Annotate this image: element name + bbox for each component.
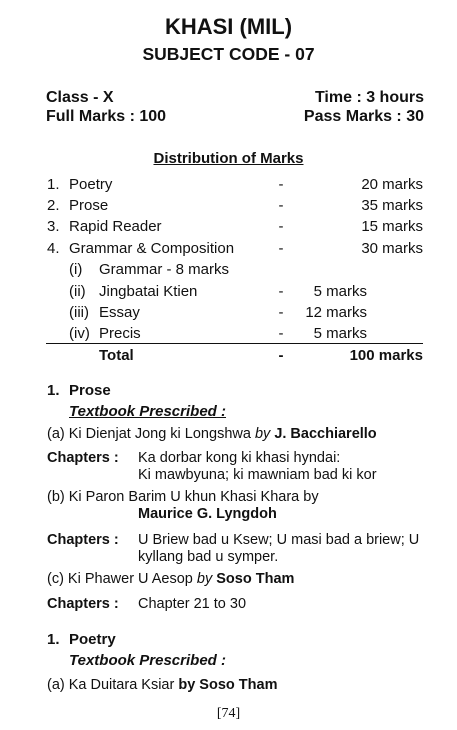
book-line (47, 677, 277, 693)
distribution-heading: Distribution of Marks (153, 150, 304, 167)
section-heading: Prose (69, 382, 111, 399)
book-author: J. Bacchiarello (274, 426, 377, 442)
by-word: by (254, 426, 271, 442)
subitem-dash: - (278, 325, 284, 342)
section-number: 1. (47, 631, 60, 648)
item-marks: 35 marks (361, 197, 423, 214)
chapters-text-line: Ki mawbyuna; ki mawniam bad ki kor (138, 467, 377, 483)
pass-marks-label: Pass Marks : 30 (303, 108, 424, 125)
subitem-number: (iii) (69, 304, 89, 321)
book-author: by Soso Tham (178, 677, 278, 693)
book-author: Maurice G. Lyngdoh (138, 506, 277, 522)
item-number: 2. (47, 197, 60, 214)
subitem-label: Essay (99, 304, 140, 321)
item-dash: - (278, 240, 284, 257)
book-title: (a) Ka Duitara Ksiar (47, 677, 179, 693)
chapters-text-line: kyllang bad u symper. (138, 549, 279, 565)
item-dash: - (278, 218, 284, 235)
book-title: (c) Ki Phawer U Aesop (47, 571, 197, 587)
item-marks: 15 marks (361, 218, 423, 235)
chapters-label: Chapters : (47, 450, 119, 466)
subitem-marks: 5 marks (313, 283, 367, 300)
class-label: Class - X (46, 89, 114, 106)
total-marks: 100 marks (349, 347, 423, 364)
subitem-number: (i) (69, 261, 83, 278)
chapters-label: Chapters : (47, 532, 119, 548)
book-title: (b) Ki Paron Barim U khun Khasi Khara by (47, 489, 319, 505)
item-number: 4. (47, 240, 60, 257)
page-title: KHASI (MIL) (164, 14, 293, 39)
item-number: 1. (47, 176, 60, 193)
subitem-label: Grammar - 8 marks (99, 261, 230, 278)
subitem-dash: - (278, 283, 284, 300)
subitem-number: (ii) (69, 283, 86, 300)
subitem-dash: - (278, 304, 284, 321)
section-number: 1. (47, 382, 60, 399)
total-label: Total (99, 347, 134, 364)
total-divider (46, 343, 423, 344)
full-marks-label: Full Marks : 100 (46, 108, 167, 125)
item-marks: 30 marks (361, 240, 423, 257)
item-label: Poetry (69, 176, 113, 193)
book-line (47, 571, 294, 587)
subitem-label: Jingbatai Ktien (99, 283, 198, 300)
chapters-label: Chapters : (47, 596, 119, 612)
subject-code: SUBJECT CODE - 07 (142, 44, 315, 64)
item-label: Rapid Reader (69, 218, 162, 235)
time-label: Time : 3 hours (314, 89, 424, 106)
item-number: 3. (47, 218, 60, 235)
book-author: Soso Tham (216, 571, 295, 587)
page-number: [74] (216, 706, 241, 721)
item-dash: - (278, 176, 284, 193)
total-dash: - (278, 347, 284, 364)
subitem-label: Precis (99, 325, 141, 342)
item-label: Prose (69, 197, 109, 214)
chapters-text-line: Ka dorbar kong ki khasi hyndai: (138, 450, 341, 466)
subitem-number: (iv) (69, 325, 90, 342)
chapters-text-line: U Briew bad u Ksew; U masi bad a briew; U (138, 532, 420, 548)
book-title: (a) Ki Dienjat Jong ki Longshwa (47, 426, 255, 442)
section-heading: Poetry (69, 631, 116, 648)
chapters-text: Chapter 21 to 30 (138, 596, 247, 612)
subitem-marks: 5 marks (313, 325, 367, 342)
book-line (47, 426, 377, 442)
item-label: Grammar & Composition (69, 240, 235, 257)
textbook-label: Textbook Prescribed : (69, 652, 226, 669)
textbook-label: Textbook Prescribed : (69, 403, 226, 420)
item-marks: 20 marks (361, 176, 423, 193)
by-word: by (196, 571, 213, 587)
subitem-marks: 12 marks (305, 304, 367, 321)
item-dash: - (278, 197, 284, 214)
